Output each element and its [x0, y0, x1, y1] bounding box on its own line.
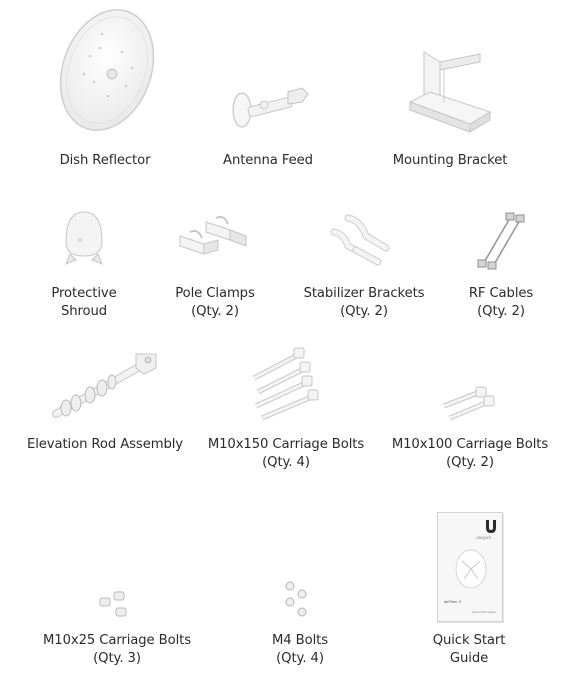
m10x25-carriage-bolts-illustration — [98, 590, 134, 622]
ubiquiti-logo-icon — [484, 519, 498, 535]
m4-bolts-illustration — [282, 580, 312, 618]
guide-cover-dish-image — [452, 547, 490, 591]
mounting-bracket-illustration — [404, 44, 496, 136]
guide-product-text: airFiber X — [444, 599, 462, 604]
dish-reflector-illustration — [50, 6, 160, 138]
rf-cables-illustration — [476, 210, 526, 272]
m10x100-carriage-bolts-illustration — [440, 386, 500, 422]
item-label-m4-bolts: M4 Bolts (Qty. 4) — [272, 633, 328, 666]
protective-shroud-illustration — [60, 208, 106, 268]
guide-subtitle-text: Quick Start Guide — [472, 610, 496, 614]
item-label-stabilizer-brackets: Stabilizer Brackets (Qty. 2) — [303, 286, 425, 319]
item-label-mounting-bracket: Mounting Bracket — [392, 153, 508, 168]
elevation-rod-assembly-illustration — [48, 348, 162, 426]
item-label-elevation-rod-assembly: Elevation Rod Assembly — [26, 437, 183, 452]
quick-start-guide-booklet — [437, 512, 503, 622]
item-label-dish-reflector: Dish Reflector — [59, 153, 151, 168]
antenna-feed-illustration — [226, 78, 316, 134]
item-label-pole-clamps: Pole Clamps (Qty. 2) — [175, 286, 255, 319]
item-label-m10x150-carriage-bolts: M10x150 Carriage Bolts (Qty. 4) — [207, 437, 365, 470]
pole-clamps-illustration — [176, 214, 252, 266]
stabilizer-brackets-illustration — [328, 212, 392, 270]
item-label-rf-cables: RF Cables (Qty. 2) — [468, 286, 534, 319]
item-label-m10x100-carriage-bolts: M10x100 Carriage Bolts (Qty. 2) — [391, 437, 549, 470]
item-label-protective-shroud: Protective Shroud — [51, 286, 117, 319]
item-label-antenna-feed: Antenna Feed — [223, 153, 313, 168]
item-label-m10x25-carriage-bolts: M10x25 Carriage Bolts (Qty. 3) — [43, 633, 191, 666]
item-label-quick-start-guide: Quick Start Guide — [432, 633, 506, 666]
m10x150-carriage-bolts-illustration — [248, 344, 324, 422]
guide-brand-text: UBIQUITI — [476, 536, 492, 540]
